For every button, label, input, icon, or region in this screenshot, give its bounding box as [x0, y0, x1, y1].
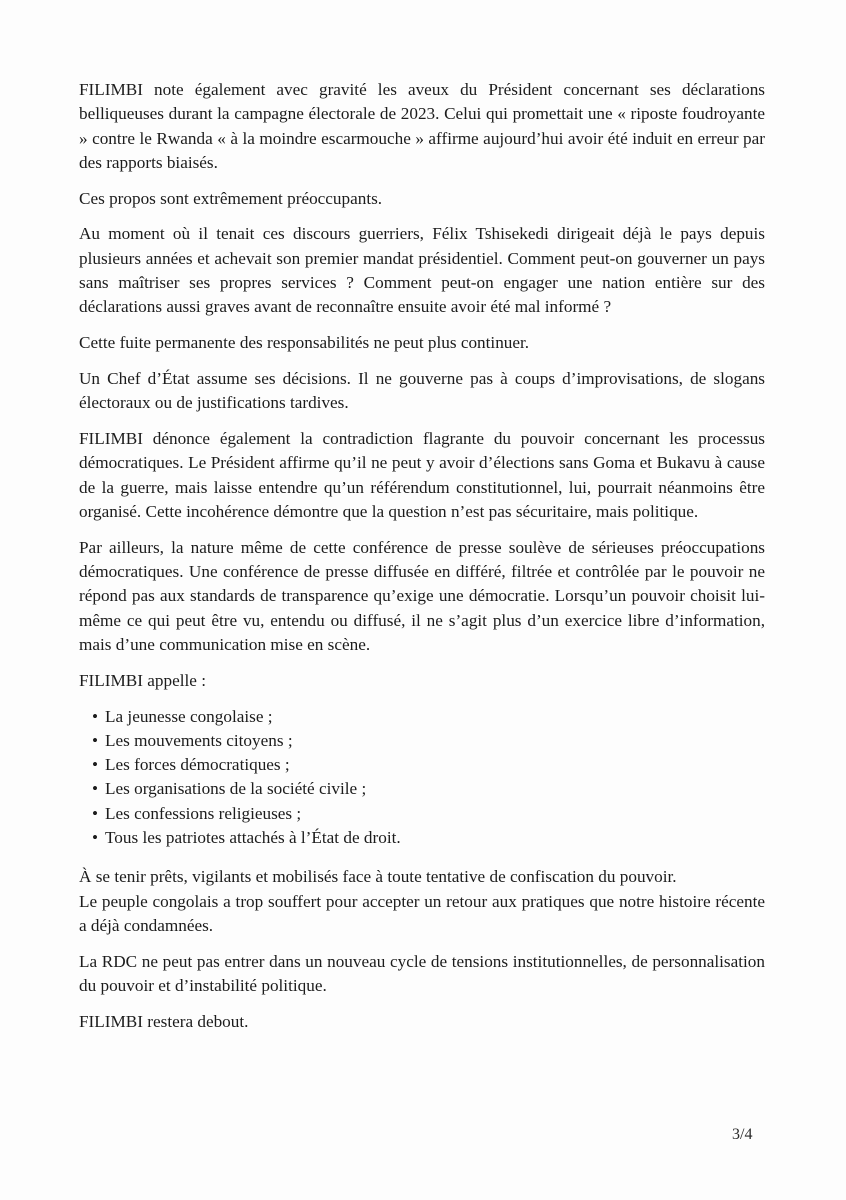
paragraph-president-admissions: FILIMBI note également avec gravité les aveux du Président concernant ses déclarations belliqueuses durant la campagne électorale de 2023. Celui qui promettait une « riposte foudroyante » contre le Rwanda « à la moindre escarmouche » affirme aujourd’hui avoir été induit en erreur par des rapports biaisés. [79, 80, 765, 172]
bullet-icon: • [92, 828, 99, 848]
list-item [92, 753, 765, 777]
paragraph-head-of-state: Un Chef d’État assume ses décisions. Il ne gouverne pas à coups d’improvisations, de slogans électoraux ou de justifications tardives. [79, 368, 765, 413]
list-item-text: Les mouvements citoyens ; [105, 730, 293, 750]
paragraph-filimbi-calls: FILIMBI appelle : [79, 670, 206, 690]
list-item-text: Les confessions religieuses ; [105, 803, 302, 823]
paragraph-mobilization: À se tenir prêts, vigilants et mobilisés face à toute tentative de confiscation du pouvoir. [79, 867, 677, 887]
list-item [92, 705, 765, 729]
list-item-text: La jeunesse congolaise ; [105, 706, 273, 726]
bullet-icon: • [92, 803, 99, 823]
paragraph-people-suffered: Le peuple congolais a trop souffert pour accepter un retour aux pratiques que notre histoire récente a déjà condamnées. [79, 891, 765, 935]
list-item [92, 777, 765, 801]
bullet-icon: • [92, 706, 99, 726]
list-item-text: Tous les patriotes attachés à l’État de droit. [105, 828, 401, 848]
bullet-icon: • [92, 779, 99, 799]
paragraph-concern: Ces propos sont extrêmement préoccupants. [79, 188, 383, 208]
document-body [79, 78, 765, 1046]
appeal-list [79, 705, 765, 851]
list-item-text: Les forces démocratiques ; [105, 755, 290, 775]
paragraph-rdc-cycle: La RDC ne peut pas entrer dans un nouveau cycle de tensions institutionnelles, de personnalisation du pouvoir et d’instabilité politique. [79, 951, 765, 995]
paragraph-responsibility-flight: Cette fuite permanente des responsabilités ne peut plus continuer. [79, 333, 530, 353]
list-item-text: Les organisations de la société civile ; [105, 779, 367, 799]
bullet-icon: • [92, 730, 99, 750]
list-item [92, 729, 765, 753]
list-item [92, 802, 765, 826]
page-number: 3/4 [732, 1126, 753, 1143]
list-item [92, 826, 765, 850]
paragraph-press-conference: Par ailleurs, la nature même de cette conférence de presse soulève de sérieuses préoccupations démocratiques. Une conférence de presse diffusée en différé, filtrée et contrôlée par le pouvoir ne répond pas aux standards de transparence qu’exige une démocratie. Lorsqu’un pouvoir choisit lui-même ce qui peut être vu, entendu ou diffusé, il ne s’agit plus d’un exercice libre d’information, mais d’une communication mise en scène. [79, 537, 765, 654]
paragraph-democratic-contradiction: FILIMBI dénonce également la contradiction flagrante du pouvoir concernant les processus démocratiques. Le Président affirme qu’il ne peut y avoir d’élections sans Goma et Bukavu à cause de la guerre, mais laisse entendre qu’un référendum constitutionnel, lui, pourrait néanmoins être organisé. Cette incohérence démontre que la question n’est pas sécuritaire, mais politique. [79, 429, 765, 521]
paragraph-closing: FILIMBI restera debout. [79, 1011, 249, 1031]
bullet-icon: • [92, 755, 99, 775]
paragraph-war-speeches: Au moment où il tenait ces discours guerriers, Félix Tshisekedi dirigeait déjà le pays depuis plusieurs années et achevait son premier mandat présidentiel. Comment peut-on gouverner un pays sans maîtriser ses propres services ? Comment peut-on engager une nation entière sur des déclarations aussi graves avant de reconnaître ensuite avoir été mal informé ? [79, 224, 765, 317]
